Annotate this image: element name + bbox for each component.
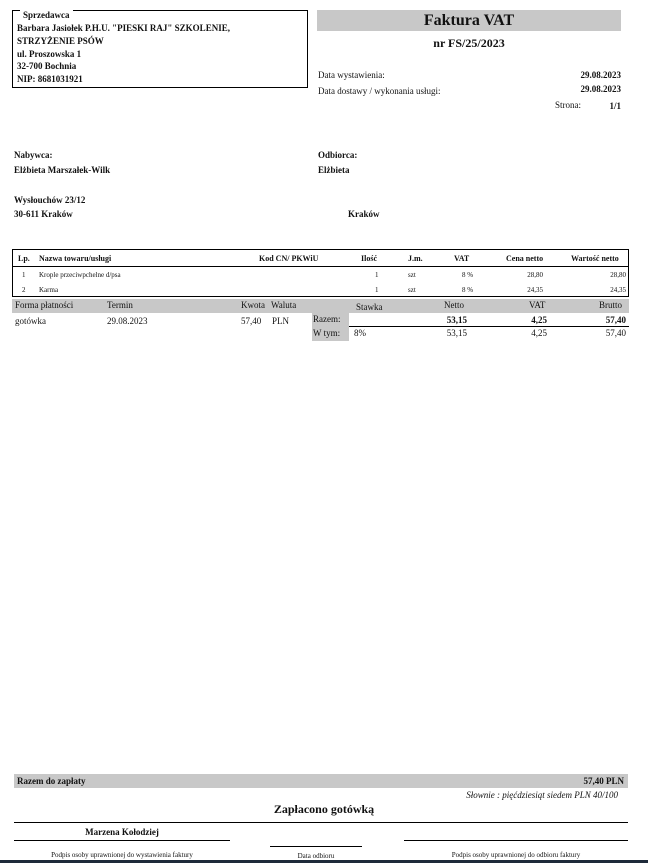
seller-line-3: ul. Proszowska 1	[17, 49, 82, 59]
page-value: 1/1	[609, 101, 621, 111]
col-unit: J.m.	[408, 254, 423, 263]
totals-separator	[349, 326, 629, 327]
row-1-unit: szt	[408, 271, 416, 279]
invoice-number: nr FS/25/2023	[433, 36, 505, 50]
total-gross: 57,40	[605, 315, 626, 325]
col-lp: Lp.	[18, 254, 30, 263]
incl-vat: 4,25	[531, 328, 547, 338]
date-signature-line	[270, 846, 362, 847]
row-1-qty: 1	[375, 271, 379, 279]
col-qty: Ilość	[361, 254, 377, 263]
delivery-date-label: Data dostawy / wykonania usługi:	[318, 86, 441, 96]
col-code: Kod CN/ PKWiU	[259, 254, 319, 263]
vat-label: VAT	[529, 300, 546, 310]
invoice-title: Faktura VAT	[423, 12, 515, 29]
payment-form-label: Forma płatności	[15, 300, 74, 310]
seller-line-4: 32-700 Bochnia	[17, 61, 77, 71]
issue-date-label: Data wystawienia:	[318, 70, 385, 80]
payment-currency-label: Waluta	[271, 300, 297, 310]
total-label: Razem:	[313, 314, 341, 324]
paid-cash-note: Zapłacono gotówką	[273, 802, 375, 816]
row-2-lp: 2	[22, 286, 26, 294]
payment-term-label: Termin	[107, 300, 133, 310]
date-caption: Data odbioru	[297, 852, 335, 860]
recipient-city: Kraków	[348, 209, 380, 219]
receiver-signature-line	[404, 840, 628, 841]
row-2-name: Karma	[39, 286, 59, 294]
row-1-net-price: 28,80	[527, 271, 543, 279]
buyer-street: Wysłouchów 23/12	[14, 195, 86, 205]
col-net-price: Cena netto	[506, 254, 544, 263]
row-2-unit: szt	[408, 286, 416, 294]
items-header-separator	[12, 266, 629, 267]
issuer-caption: Podpis osoby uprawnionej do wystawienia faktury	[51, 851, 193, 859]
row-2-net-value: 24,35	[610, 286, 626, 294]
col-vat: VAT	[454, 254, 470, 263]
buyer-name: Elżbieta Marszałek-Wilk	[14, 165, 111, 175]
amount-in-words: Słownie : pięćdziesiąt siedem PLN 40/100	[466, 790, 618, 800]
payment-currency: PLN	[272, 316, 290, 326]
row-2-qty: 1	[375, 286, 379, 294]
incl-gross: 57,40	[605, 328, 626, 338]
seller-heading: Sprzedawca	[20, 10, 73, 20]
row-2-net-price: 24,35	[527, 286, 543, 294]
rate-label: Stawka	[356, 302, 383, 312]
col-net-value: Wartość netto	[571, 254, 619, 263]
incl-label: W tym:	[313, 328, 341, 338]
issue-date: 29.08.2023	[580, 70, 621, 80]
buyer-label: Nabywca:	[14, 150, 53, 160]
row-1-net-value: 28,80	[610, 271, 626, 279]
payment-term: 29.08.2023	[107, 316, 148, 326]
signature-top-rule	[14, 822, 628, 823]
seller-line-2: STRZYŻENIE PSÓW	[17, 36, 104, 46]
buyer-city: 30-611 Kraków	[14, 209, 73, 219]
payment-amount-label: Kwota	[241, 300, 265, 310]
payment-amount: 57,40	[241, 316, 262, 326]
recipient-label: Odbiorca:	[318, 150, 358, 160]
payment-form: gotówka	[15, 316, 46, 326]
col-name: Nazwa towaru/usługi	[39, 254, 112, 263]
row-1-vat: 8 %	[462, 271, 474, 279]
row-2-vat: 8 %	[462, 286, 474, 294]
amount-due-label: Razem do zapłaty	[17, 776, 86, 786]
amount-due-value: 57,40 PLN	[583, 776, 624, 786]
incl-net: 53,15	[446, 328, 467, 338]
receiver-caption: Podpis osoby uprawnionej do odbioru faktury	[451, 851, 581, 859]
row-1-lp: 1	[22, 271, 26, 279]
delivery-date: 29.08.2023	[580, 84, 621, 94]
total-net: 53,15	[446, 315, 467, 325]
seller-line-1: Barbara Jasiołek P.H.U. "PIESKI RAJ" SZKOLENIE,	[17, 23, 230, 33]
gross-label: Brutto	[599, 300, 623, 310]
recipient-name: Elżbieta	[318, 165, 350, 175]
page-label: Strona:	[555, 100, 581, 110]
row-1-name: Krople przeciwpchelne d/psa	[39, 271, 121, 279]
seller-line-5: NIP: 8681031921	[17, 74, 83, 84]
net-label: Netto	[444, 300, 464, 310]
total-vat: 4,25	[531, 315, 547, 325]
incl-rate: 8%	[354, 328, 366, 338]
issuer-name: Marzena Kołodziej	[85, 827, 159, 837]
issuer-signature-line	[14, 840, 230, 841]
